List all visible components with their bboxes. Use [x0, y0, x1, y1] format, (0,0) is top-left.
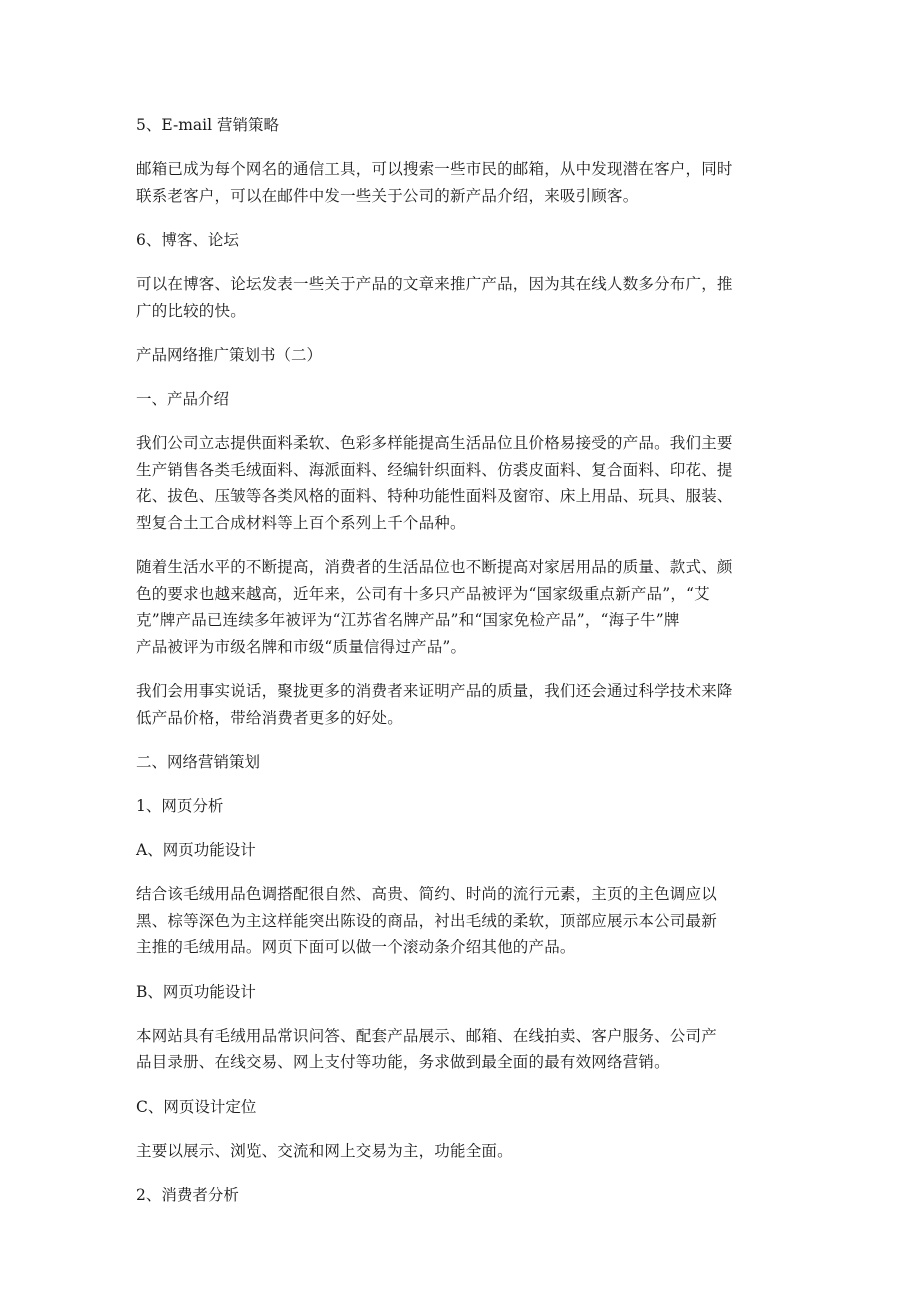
text-line: 邮箱已成为每个网名的通信工具，可以搜索一些市民的邮箱，从中发现潜在客户，同时 — [136, 160, 733, 178]
para-email — [136, 156, 796, 209]
text-line: 主要以展示、浏览、交流和网上交易为主，功能全面。 — [136, 1141, 513, 1160]
heading-network-marketing — [136, 749, 796, 775]
heading-blog-forum — [136, 227, 796, 253]
para-product-2 — [136, 554, 796, 660]
text-line: 一、产品介绍 — [136, 390, 230, 408]
text-line: 我们公司立志提供面料柔软、色彩多样能提高生活品位且价格易接受的产品。我们主要 — [136, 434, 733, 452]
heading-a-function — [136, 837, 796, 863]
text-line: 型复合土工合成材料等上百个系列上千个品种。 — [136, 513, 466, 532]
text-line: 色的要求也越来越高，近年来，公司有十多只产品被评为“国家级重点新产品”，“艾 — [136, 584, 710, 603]
para-c-position — [136, 1138, 796, 1165]
heading-plan-two — [136, 342, 796, 368]
text-line: 主推的毛绒用品。网页下面可以做一个滚动条介绍其他的产品。 — [136, 938, 576, 956]
text-line: 联系老客户，可以在邮件中发一些关于公司的新产品介绍，来吸引顾客。 — [136, 186, 639, 205]
text-line: C、网页设计定位 — [136, 1097, 257, 1116]
heading-c-position — [136, 1094, 796, 1120]
heading-product-intro — [136, 386, 796, 412]
text-line: 1、网页分析 — [136, 797, 224, 815]
text-line: 二、网络营销策划 — [136, 753, 261, 771]
text-line: 5、E-mail 营销策略 — [136, 116, 279, 134]
text-line: 产品被评为市级名牌和市级“质量信得过产品”。 — [136, 637, 467, 656]
para-a-function — [136, 881, 796, 961]
text-line: 品目录册、在线交易、网上支付等功能，务求做到最全面的最有效网络营销。 — [136, 1053, 670, 1071]
text-line: 本网站具有毛绒用品常识问答、配套产品展示、邮箱、在线拍卖、客户服务、公司产 — [136, 1026, 717, 1045]
heading-email-marketing — [136, 112, 796, 138]
heading-consumer-analysis — [136, 1182, 796, 1208]
heading-web-analysis — [136, 793, 796, 819]
para-blog — [136, 271, 796, 324]
text-line: 广的比较的快。 — [136, 301, 246, 320]
text-line: 低产品价格，带给消费者更多的好处。 — [136, 708, 403, 727]
text-line: 我们会用事实说话，聚拢更多的消费者来证明产品的质量，我们还会通过科学技术来降 — [136, 682, 733, 700]
text-line: B、网页功能设计 — [136, 982, 256, 1001]
para-b-function — [136, 1023, 796, 1076]
text-line: 黑、棕等深色为主这样能突出陈设的商品，衬出毛绒的柔软，顶部应展示本公司最新 — [136, 911, 717, 930]
text-line: A、网页功能设计 — [136, 841, 256, 859]
text-line: 随着生活水平的不断提高，消费者的生活品位也不断提高对家居用品的质量、款式、颜 — [136, 558, 733, 576]
text-line: 生产销售各类毛绒面料、海派面料、经编针织面料、仿裘皮面料、复合面料、印花、提 — [136, 460, 733, 479]
text-line: 结合该毛绒用品色调搭配很自然、高贵、简约、时尚的流行元素，主页的主色调应以 — [136, 885, 717, 903]
heading-b-function — [136, 979, 796, 1005]
text-line: 2、消费者分析 — [136, 1186, 239, 1204]
para-product-3 — [136, 678, 796, 731]
text-line: 6、博客、论坛 — [136, 231, 239, 249]
text-line: 花、拔色、压皱等各类风格的面料、特种功能性面料及窗帘、床上用品、玩具、服装、 — [136, 487, 733, 505]
text-line: 克”牌产品已连续多年被评为“江苏省名牌产品”和“国家免检产品”，“海子牛”牌 — [136, 611, 680, 629]
text-line: 可以在博客、论坛发表一些关于产品的文章来推广产品，因为其在线人数多分布广，推 — [136, 275, 733, 293]
document-page — [136, 112, 796, 1226]
para-product-1 — [136, 430, 796, 536]
text-line: 产品网络推广策划书（二） — [136, 346, 323, 364]
